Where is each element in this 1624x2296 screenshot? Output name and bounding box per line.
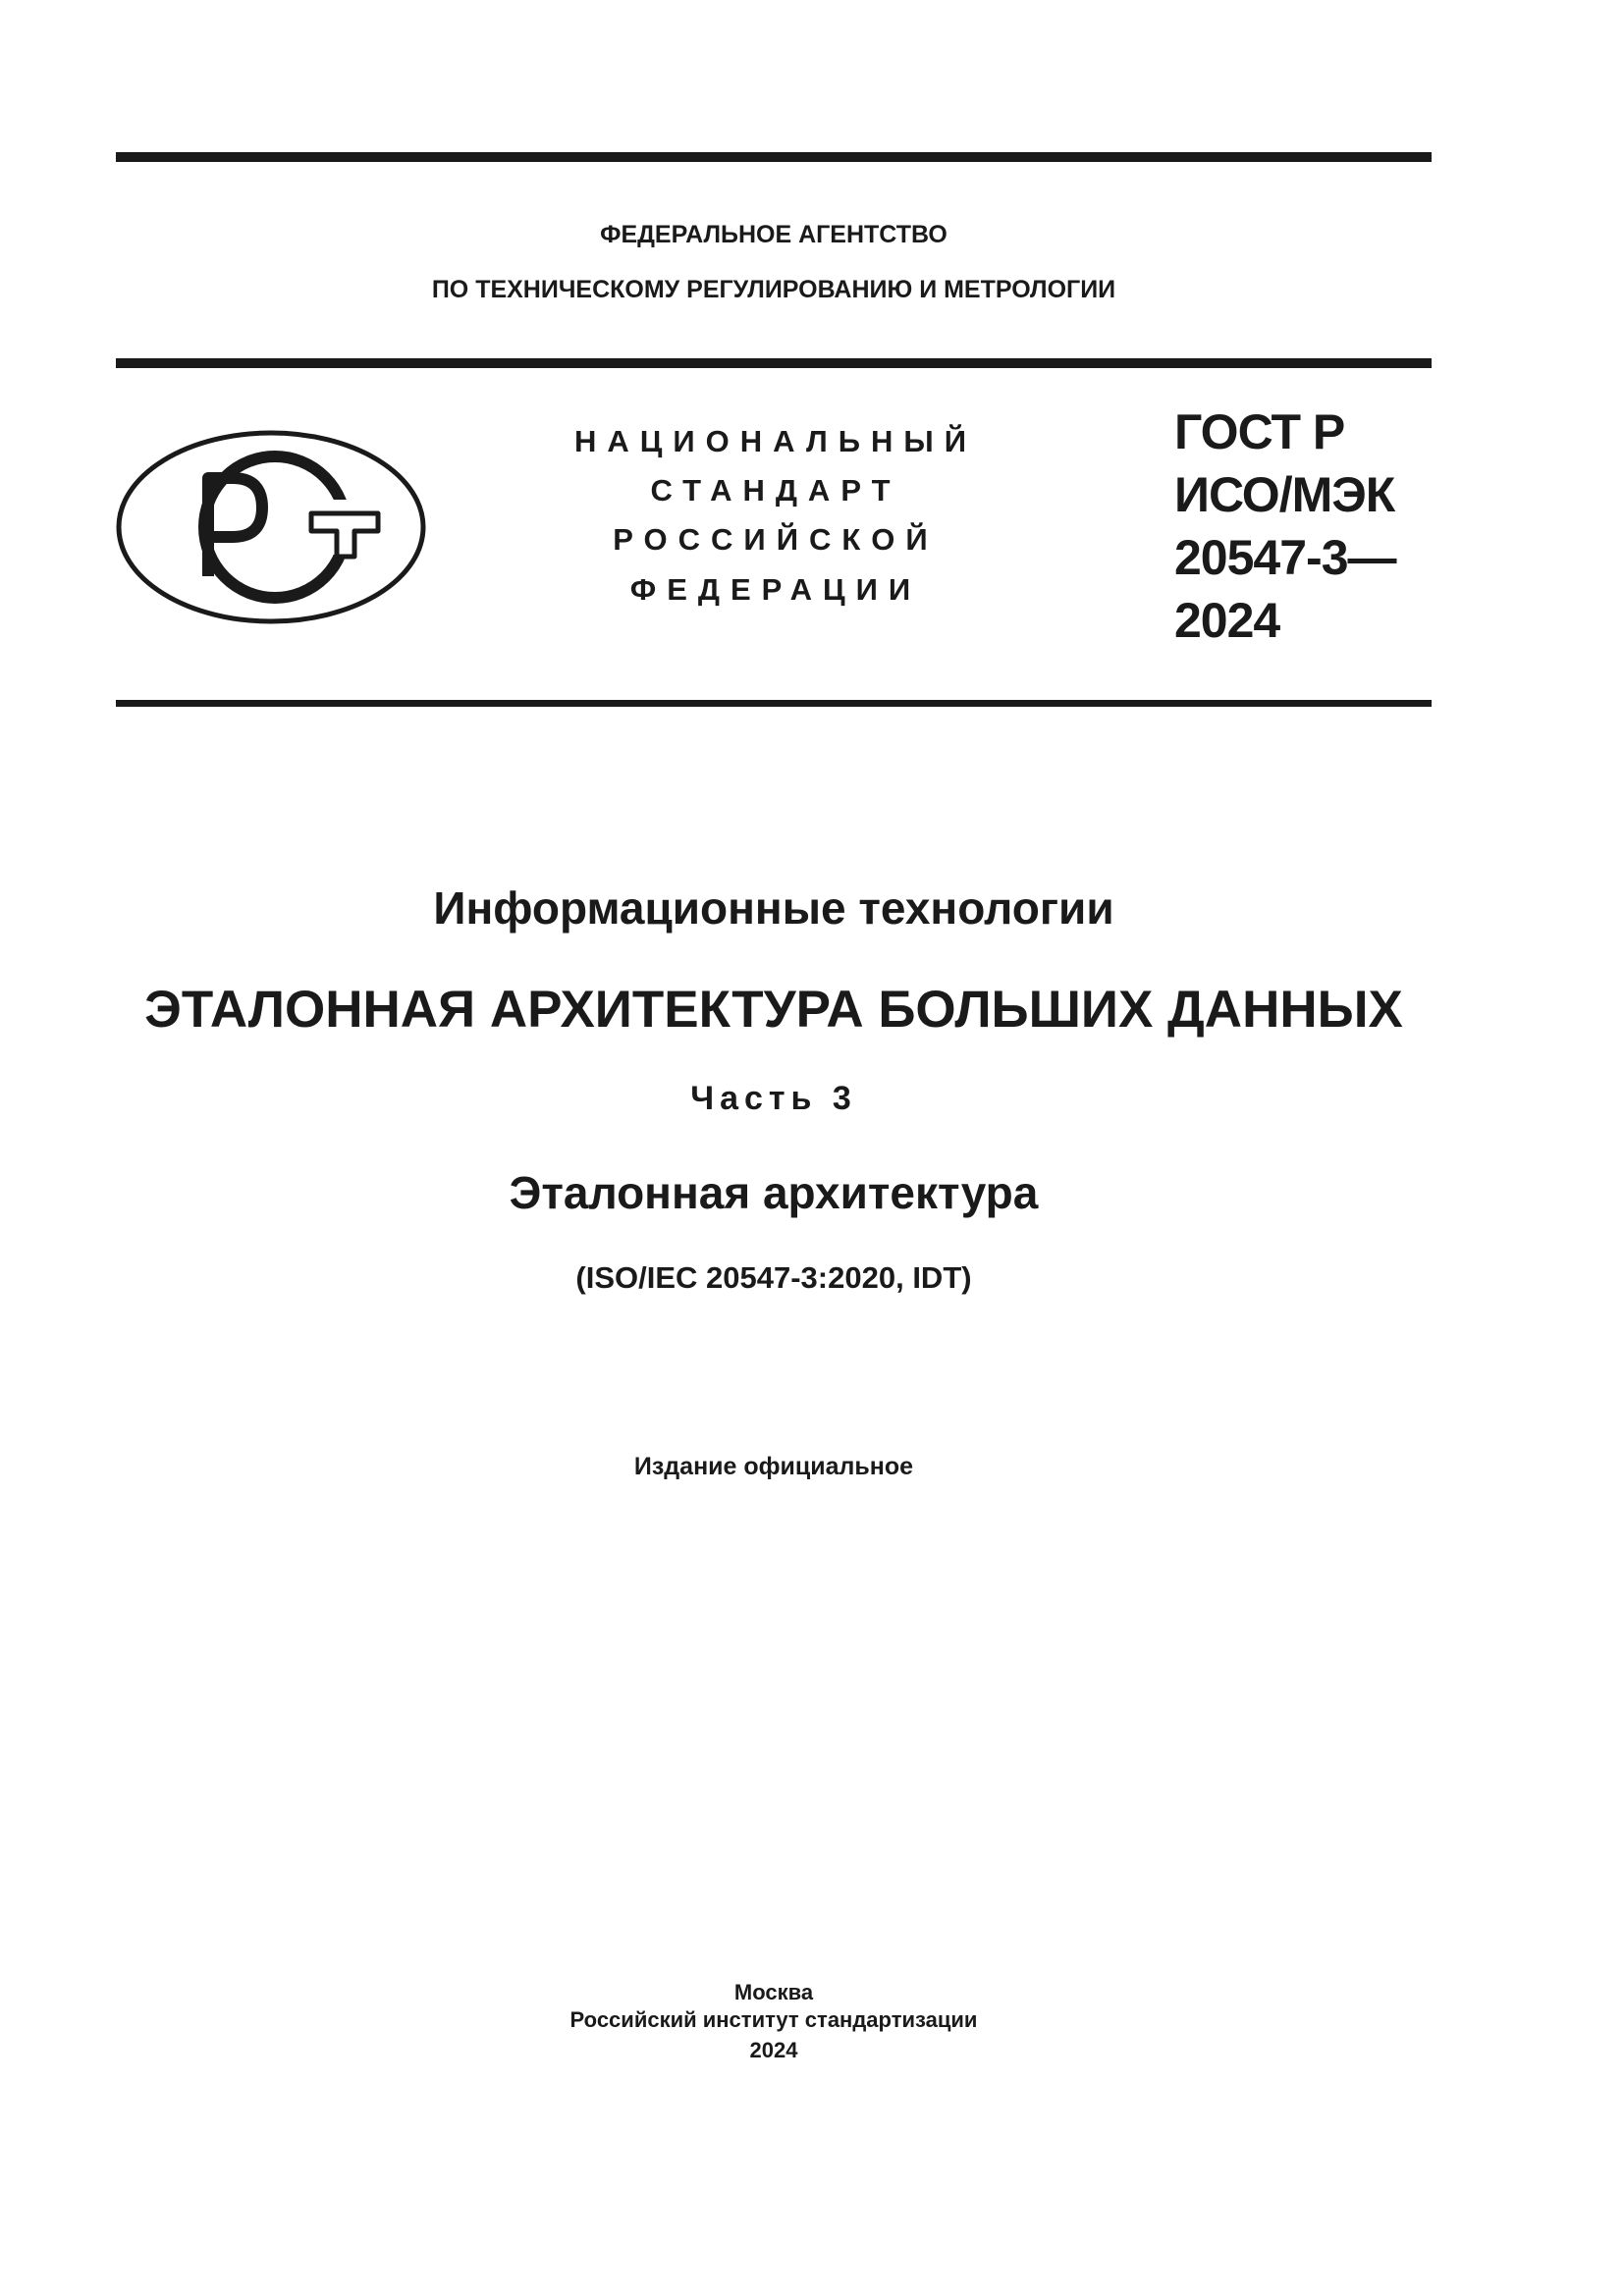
standard-designation [1174, 400, 1396, 652]
agency-line-1: ФЕДЕРАЛЬНОЕ АГЕНТСТВО [600, 221, 947, 248]
top-rule [116, 152, 1432, 162]
natl-line-2: СТАНДАРТ [650, 473, 901, 507]
main-title: ЭТАЛОННАЯ АРХИТЕКТУРА БОЛЬШИХ ДАННЫХ [144, 981, 1403, 1039]
imprint-publisher: Российский институт стандартизации [569, 2007, 978, 2032]
header-bottom-rule [116, 700, 1432, 707]
header-rule [116, 358, 1432, 368]
natl-line-1: НАЦИОНАЛЬНЫЙ [573, 424, 978, 458]
imprint-city: Москва [733, 1980, 814, 2004]
designation-line-3: 20547-3— [1174, 530, 1396, 585]
general-title: Информационные технологии [433, 882, 1114, 934]
edition-label: Издание официальное [633, 1453, 914, 1480]
natl-line-3: РОССИЙСКОЙ [613, 522, 939, 557]
designation-line-1: ГОСТ Р [1174, 404, 1345, 459]
gost-r-emblem-icon [115, 429, 427, 625]
imprint-year: 2024 [749, 2038, 798, 2062]
source-standard: (ISO/IEC 20547-3:2020, IDT) [575, 1260, 972, 1295]
agency-line-2: ПО ТЕХНИЧЕСКОМУ РЕГУЛИРОВАНИЮ И МЕТРОЛОГИИ [431, 276, 1116, 303]
part-title: Эталонная архитектура [509, 1167, 1039, 1218]
designation-line-2: ИСО/МЭК [1174, 467, 1395, 522]
part-number: Часть 3 [690, 1080, 857, 1117]
natl-line-4: ФЕДЕРАЦИИ [629, 572, 922, 607]
designation-line-4: 2024 [1174, 593, 1280, 648]
